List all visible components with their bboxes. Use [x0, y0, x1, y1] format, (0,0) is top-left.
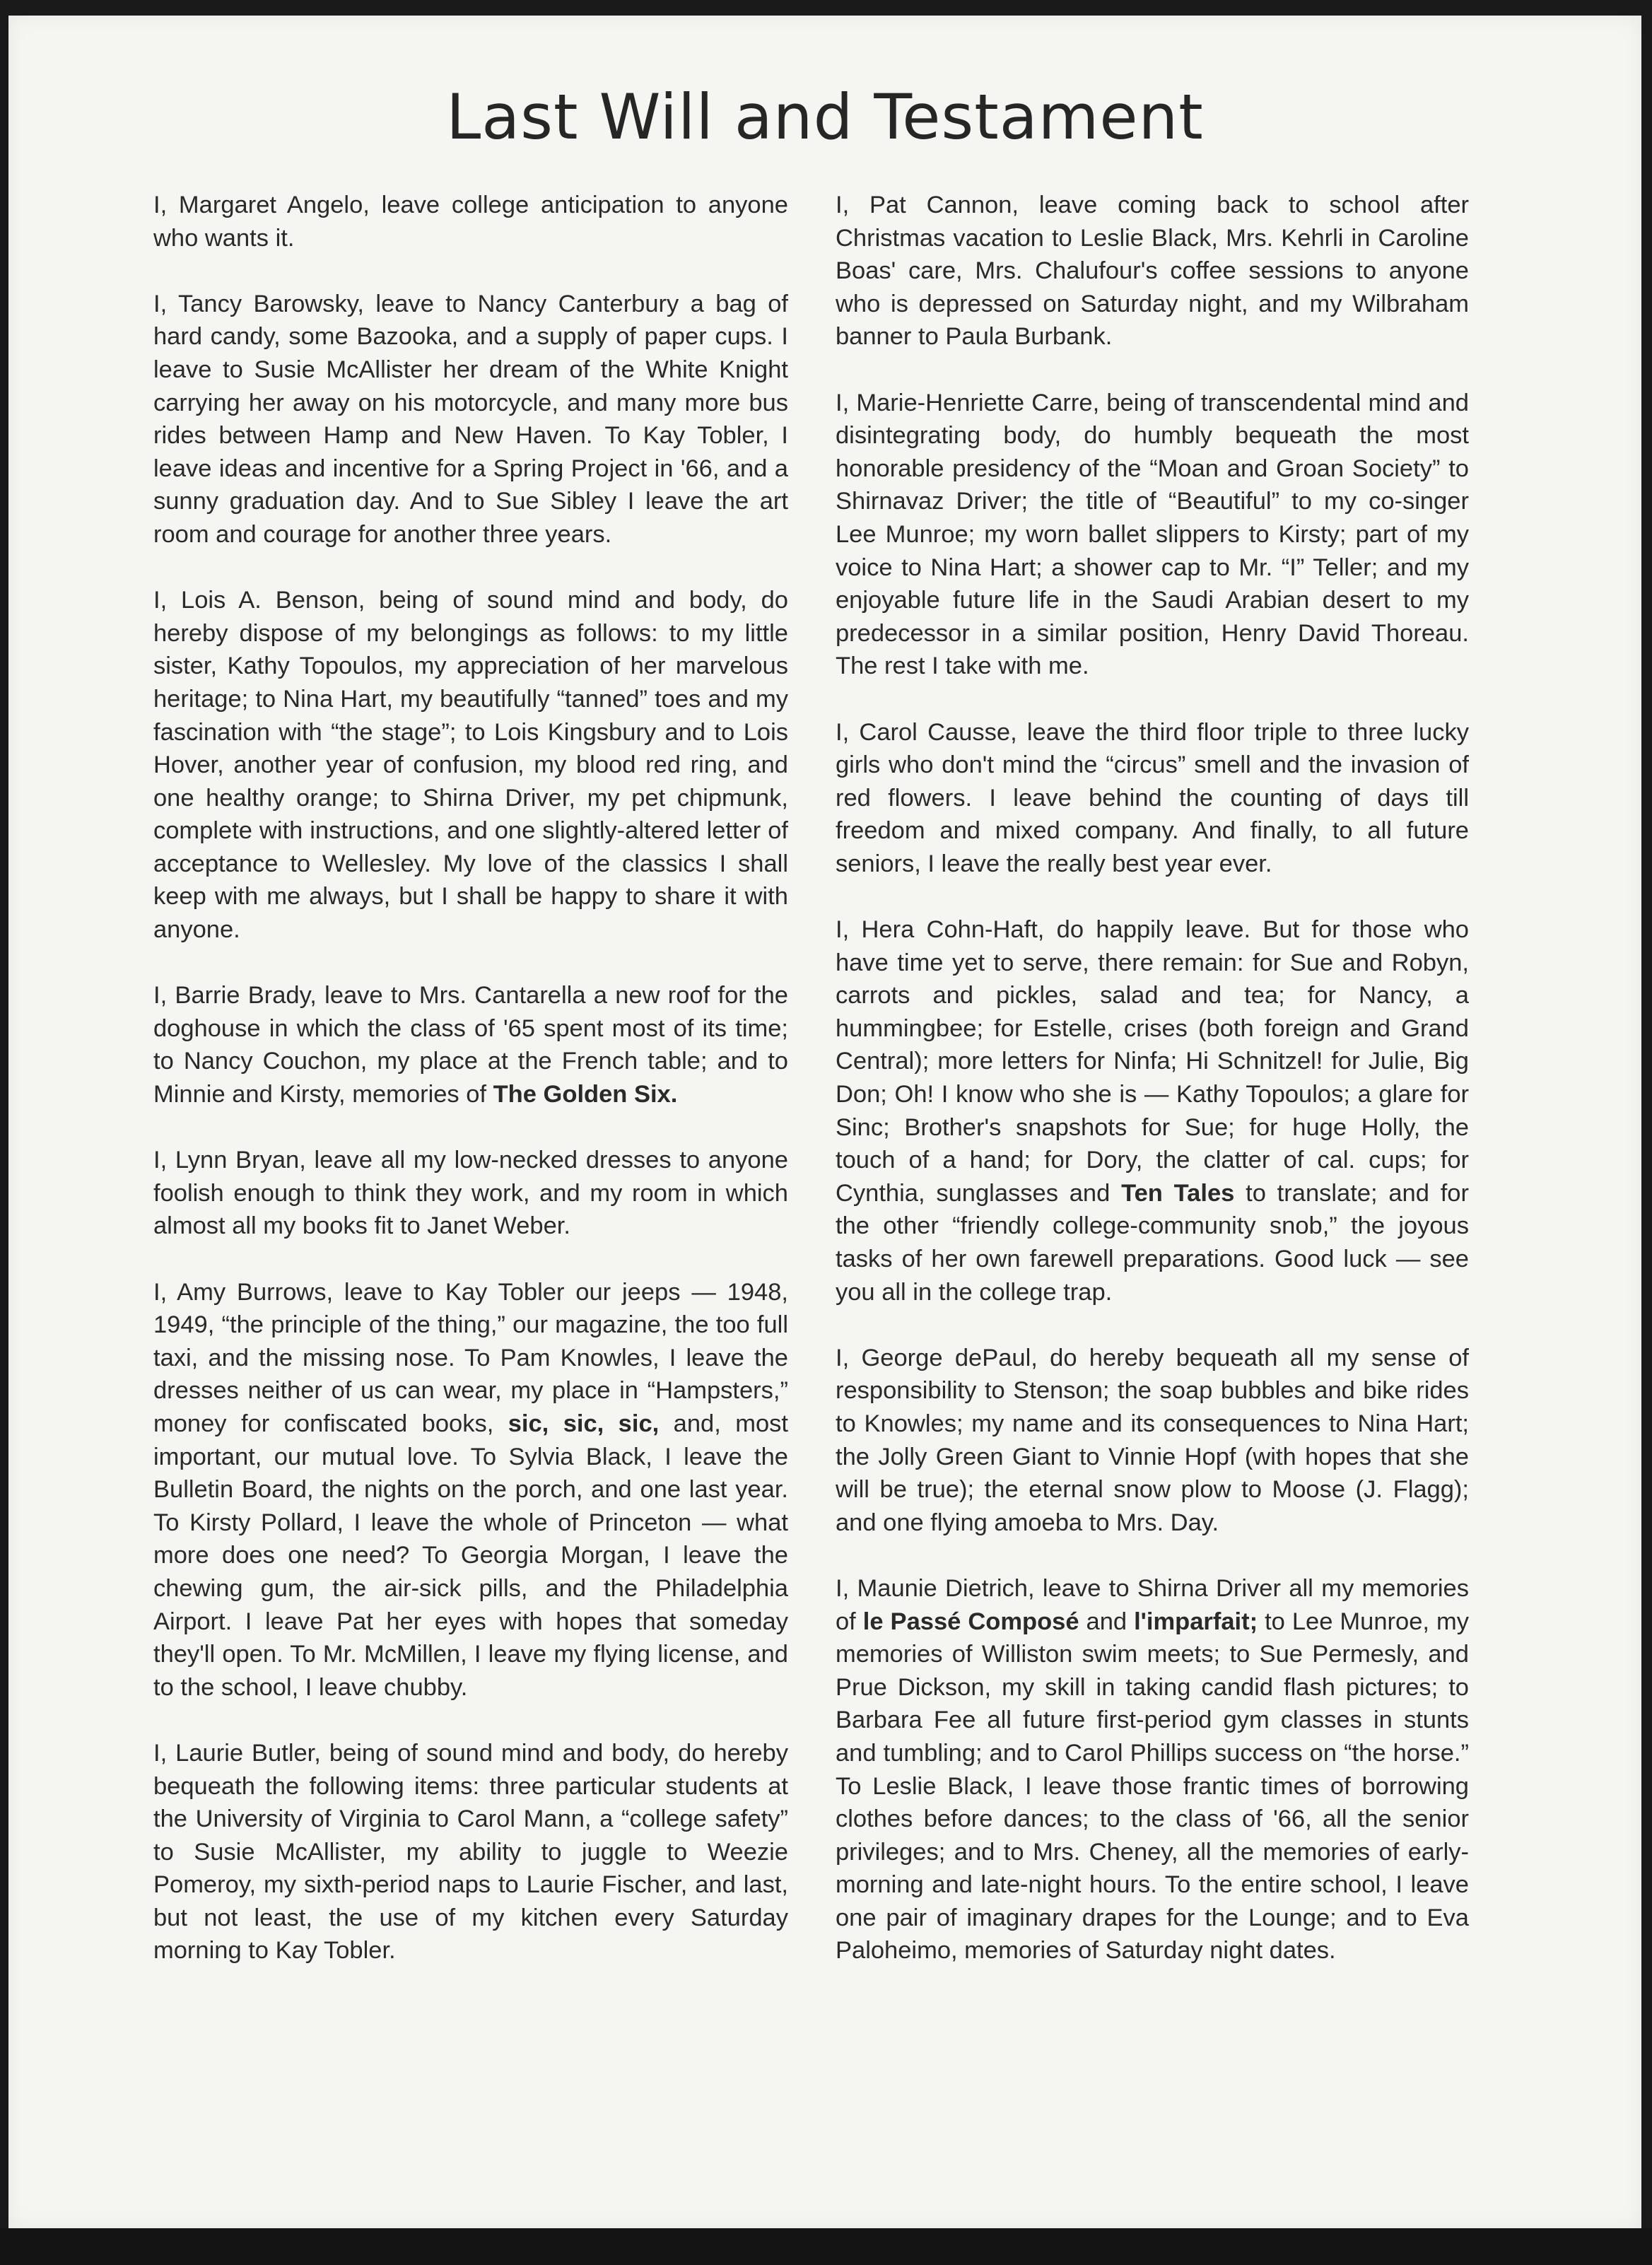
- will-entry-causse: I, Carol Causse, leave the third floor triple to three lucky girls who don't mind the “circus” smell and the invasion of red flowers. I leave behind the counting of days till freedom and mixed company. And finally, to all future seniors, I leave the really best year ever.: [836, 718, 1469, 877]
- will-entry-dietrich: [836, 1572, 1469, 1967]
- will-entry-benson: I, Lois A. Benson, being of sound mind and body, do hereby dispose of my belongings as follows: to my little sister, Kathy Topoulos, my appreciation of her marvelous heritage; to Nina Hart, my beautifully “tanned” toes and my fascination with “the stage”; to Lois Kingsbury and to Lois Hover, another year of confusion, my blood red ring, and one healthy orange; to Shirna Driver, my pet chipmunk, complete with instructions, and one slightly-altered letter of acceptance to Wellesley. My love of the classics I shall keep with me always, but I shall be happy to share it with anyone.: [153, 587, 788, 944]
- right-column: [836, 189, 1469, 2001]
- will-entry-brady: [153, 979, 788, 1111]
- will-entry-cohn-haft: [836, 913, 1469, 1309]
- entry-text: I, Barrie Brady, leave to Mrs. Cantarella a new roof for the doghouse in which the class of '65 spent most of its time; to Nancy Couchon, my place at the French table; and to Minnie and Kirsty, memories of: [153, 982, 788, 1108]
- entry-bold-text: The Golden Six.: [493, 1081, 678, 1108]
- will-entry-butler: I, Laurie Butler, being of sound mind and body, do hereby bequeath the following items: three particular students at the University of Virginia to Carol Mann, a “college safety” to Susie McAllister, my ability to juggle to Weezie Pomeroy, my sixth-period naps to Laurie Fischer, and last, but not least, the use of my kitchen every Saturday morning to Kay Tobler.: [153, 1739, 788, 1965]
- will-entry-barowsky: I, Tancy Barowsky, leave to Nancy Canterbury a bag of hard candy, some Bazooka, and a supply of paper cups. I leave to Susie McAllister her dream of the White Knight carrying her away on his motorcycle, and many more bus rides between Hamp and New Haven. To Kay Tobler, I leave ideas and incentive for a Spring Project in '66, and a sunny graduation day. And to Sue Sibley I leave the art room and courage for another three years.: [153, 290, 788, 548]
- will-entry-bryan: I, Lynn Bryan, leave all my low-necked dresses to anyone foolish enough to think they work, and my room in which almost all my books fit to Janet Weber.: [153, 1147, 788, 1240]
- entry-text: to translate; and for the other “friendly college-community snob,” the joyous tasks of her own farewell preparations. Good luck — see you all in the college trap.: [836, 1179, 1469, 1306]
- entry-text: I, Maunie Dietrich, leave to Shirna Driver all my memories of: [836, 1574, 1469, 1635]
- entry-bold-text: Ten Tales: [1121, 1179, 1235, 1207]
- left-column: [153, 189, 788, 2001]
- page: [8, 16, 1641, 2228]
- entry-bold-text: sic, sic, sic,: [508, 1410, 660, 1437]
- entry-text: and, most important, our mutual love. To Sylvia Black, I leave the Bulletin Board, the nights on the porch, and one last year. To Kirsty Pollard, I leave the whole of Princeton — what more does one need? To Georgia Morgan, I leave the chewing gum, the air-sick pills, and the Philadelphia Airport. I leave Pat her eyes with hopes that someday they'll open. To Mr. McMillen, I leave my flying license, and to the school, I leave chubby.: [153, 1410, 788, 1701]
- will-entry-burrows: [153, 1276, 788, 1704]
- will-entry-angelo: I, Margaret Angelo, leave college anticipation to anyone who wants it.: [153, 192, 788, 252]
- page-title: Last Will and Testament: [446, 81, 1204, 153]
- entry-bold-text: le Passé Composé: [862, 1608, 1079, 1635]
- scan-border: [0, 2228, 1652, 2265]
- will-entry-carre: I, Marie-Henriette Carre, being of transcendental mind and disintegrating body, do humbly bequeath the most honorable presidency of the “Moan and Groan Society” to Shirnavaz Driver; the title of “Beautiful” to my co-singer Lee Munroe; my worn ballet slippers to Kirsty; part of my voice to Nina Hart; a shower cap to Mr. “I” Teller; and my enjoyable future life in the Saudi Arabian desert to my predecessor in a similar position, Henry David Thoreau. The rest I take with me.: [836, 389, 1469, 680]
- will-entry-cannon: I, Pat Cannon, leave coming back to school after Christmas vacation to Leslie Black, Mrs. Kehrli in Caroline Boas' care, Mrs. Chalufour's coffee sessions to anyone who is depressed on Saturday night, and my Wilbraham banner to Paula Burbank.: [836, 192, 1469, 351]
- entry-text: I, Amy Burrows, leave to Kay Tobler our jeeps — 1948, 1949, “the principle of the thing,” our magazine, the too full taxi, and the missing nose. To Pam Knowles, I leave the dresses neither of us can wear, my place in “Hampsters,” money for confiscated books,: [153, 1278, 788, 1437]
- entry-text: I, Hera Cohn-Haft, do happily leave. But for those who have time yet to serve, there remain: for Sue and Robyn, carrots and pickles, salad and tea; for Nancy, a hummingbee; for Estelle, crises (both foreign and Grand Central); more letters for Ninfa; Hi Schnitzel! for Julie, Big Don; Oh! I know who she is — Kathy Topoulos; a glare for Sinc; Brother's snapshots for Sue; for huge Holly, the touch of a hand; for Dory, the clatter of cal. cups; for Cynthia, sunglasses and: [836, 916, 1469, 1207]
- entry-text: and: [1079, 1608, 1135, 1635]
- entry-bold-text: l'imparfait;: [1134, 1608, 1258, 1635]
- will-entry-depaul: I, George dePaul, do hereby bequeath all my sense of responsibility to Stenson; the soap bubbles and bike rides to Knowles; my name and its consequences to Nina Hart; the Jolly Green Giant to Vinnie Hopf (with hopes that she will be true); the eternal snow plow to Moose (J. Flagg); and one flying amoeba to Mrs. Day.: [836, 1344, 1469, 1536]
- entry-text: to Lee Munroe, my memories of Williston swim meets; to Sue Permesly, and Prue Dickson, my skill in taking candid flash pictures; to Barbara Fee all future first-period gym classes in stunts and tumbling; and to Carol Phillips success on “the horse.” To Leslie Black, I leave those frantic times of borrowing clothes before dances; to the class of '66, all the senior privileges; and to Mrs. Cheney, all the memories of early-morning and late-night hours. To the entire school, I leave one pair of imaginary drapes for the Lounge; and to Eva Paloheimo, memories of Saturday night dates.: [836, 1608, 1469, 1965]
